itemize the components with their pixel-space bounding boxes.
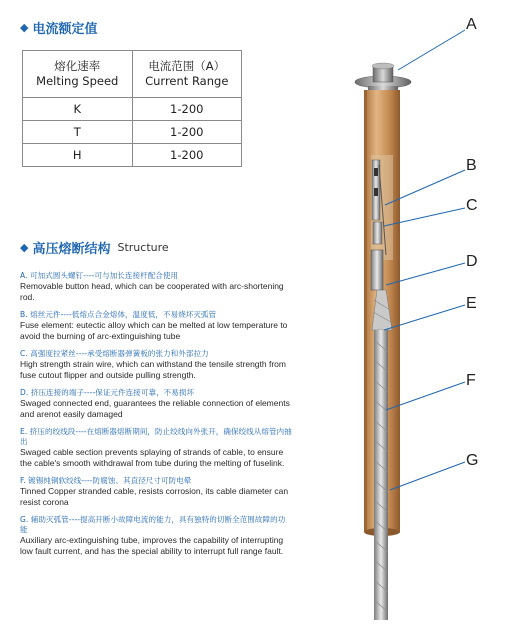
- header-current-range-cn: 电流范围（A）: [148, 59, 226, 73]
- item-a-cn: A. 可加式圆头螺钉----可与加长连接杆配合使用: [20, 271, 179, 280]
- callout-a: A: [466, 16, 477, 33]
- diamond-bullet-icon: ◆: [20, 241, 29, 254]
- range-cell: 1-200: [132, 144, 242, 167]
- rating-heading-text: 电流额定值: [32, 22, 98, 37]
- header-current-range-en: Current Range: [145, 74, 229, 88]
- item-b-cn: B. 熔丝元件----低熔点合金熔体，温度低，不易烧坏灭弧管: [20, 310, 217, 319]
- item-b-en: Fuse element: eutectic alloy which can be melted at low temperature to avoid the burning of arc-extinguishing tube: [20, 320, 288, 341]
- item-e-en: Swaged cable section prevents splaying of strands of cable, to ensure the cable's smooth withdrawal from tube during the melting of fuselink.: [20, 447, 285, 468]
- item-g-en: Auxiliary arc-extinguishing tube, improves the capability of interrupting low fault current, and has the special ability to interrupt full range fault.: [20, 535, 284, 556]
- item-d-en: Swaged connected end, guarantees the reliable connection of elements and arenot easily damaged: [20, 398, 290, 419]
- header-melting-speed-en: Melting Speed: [36, 74, 119, 88]
- item-d-cn: D. 挤压连接的端子----保证元件连接可靠，不易损坏: [20, 388, 195, 397]
- callout-c: C: [466, 197, 478, 214]
- stranded-cable: [374, 330, 388, 620]
- speed-cell: T: [23, 121, 133, 144]
- callout-b: B: [466, 157, 477, 174]
- item-f-en: Tinned Copper stranded cable, resists corrosion, its cable diameter can resist corona: [20, 486, 289, 507]
- range-cell: 1-200: [132, 121, 242, 144]
- header-melting-speed-cn: 熔化速率: [54, 59, 101, 73]
- item-a-en: Removable button head, which can be cooperated with arc-shortening rod.: [20, 281, 284, 302]
- item-g-cn: G. 辅助灭弧管----提高开断小故障电流的能力，具有独特的切断全范围故障的功能: [20, 515, 286, 534]
- structure-heading-cn: 高压熔断结构: [32, 242, 111, 257]
- leader-a: [398, 30, 465, 70]
- callout-e: E: [466, 295, 477, 312]
- item-e-cn: E. 挤压的绞线段----在熔断器熔断期间，防止绞线向外张开，确保绞线从熔管内抽出: [20, 427, 292, 446]
- range-cell: 1-200: [132, 98, 242, 121]
- item-c-cn: C. 高强度拉紧丝----承受熔断器弹簧板的张力和外部拉力: [20, 349, 209, 358]
- structure-heading-en: Structure: [117, 241, 169, 254]
- leader-g: [390, 462, 465, 490]
- callout-g: G: [466, 452, 479, 469]
- speed-cell: H: [23, 144, 133, 167]
- speed-cell: K: [23, 98, 133, 121]
- callout-f: F: [466, 372, 476, 389]
- item-f-cn: F. 镀锡纯铜软绞线----防腐蚀、其直径尺寸可防电晕: [20, 476, 192, 485]
- diamond-bullet-icon: ◆: [20, 21, 29, 34]
- callout-d: D: [466, 253, 478, 270]
- item-c-en: High strength strain wire, which can withstand the tensile strength from fuse cutout flipper and outside pulling strength.: [20, 359, 286, 380]
